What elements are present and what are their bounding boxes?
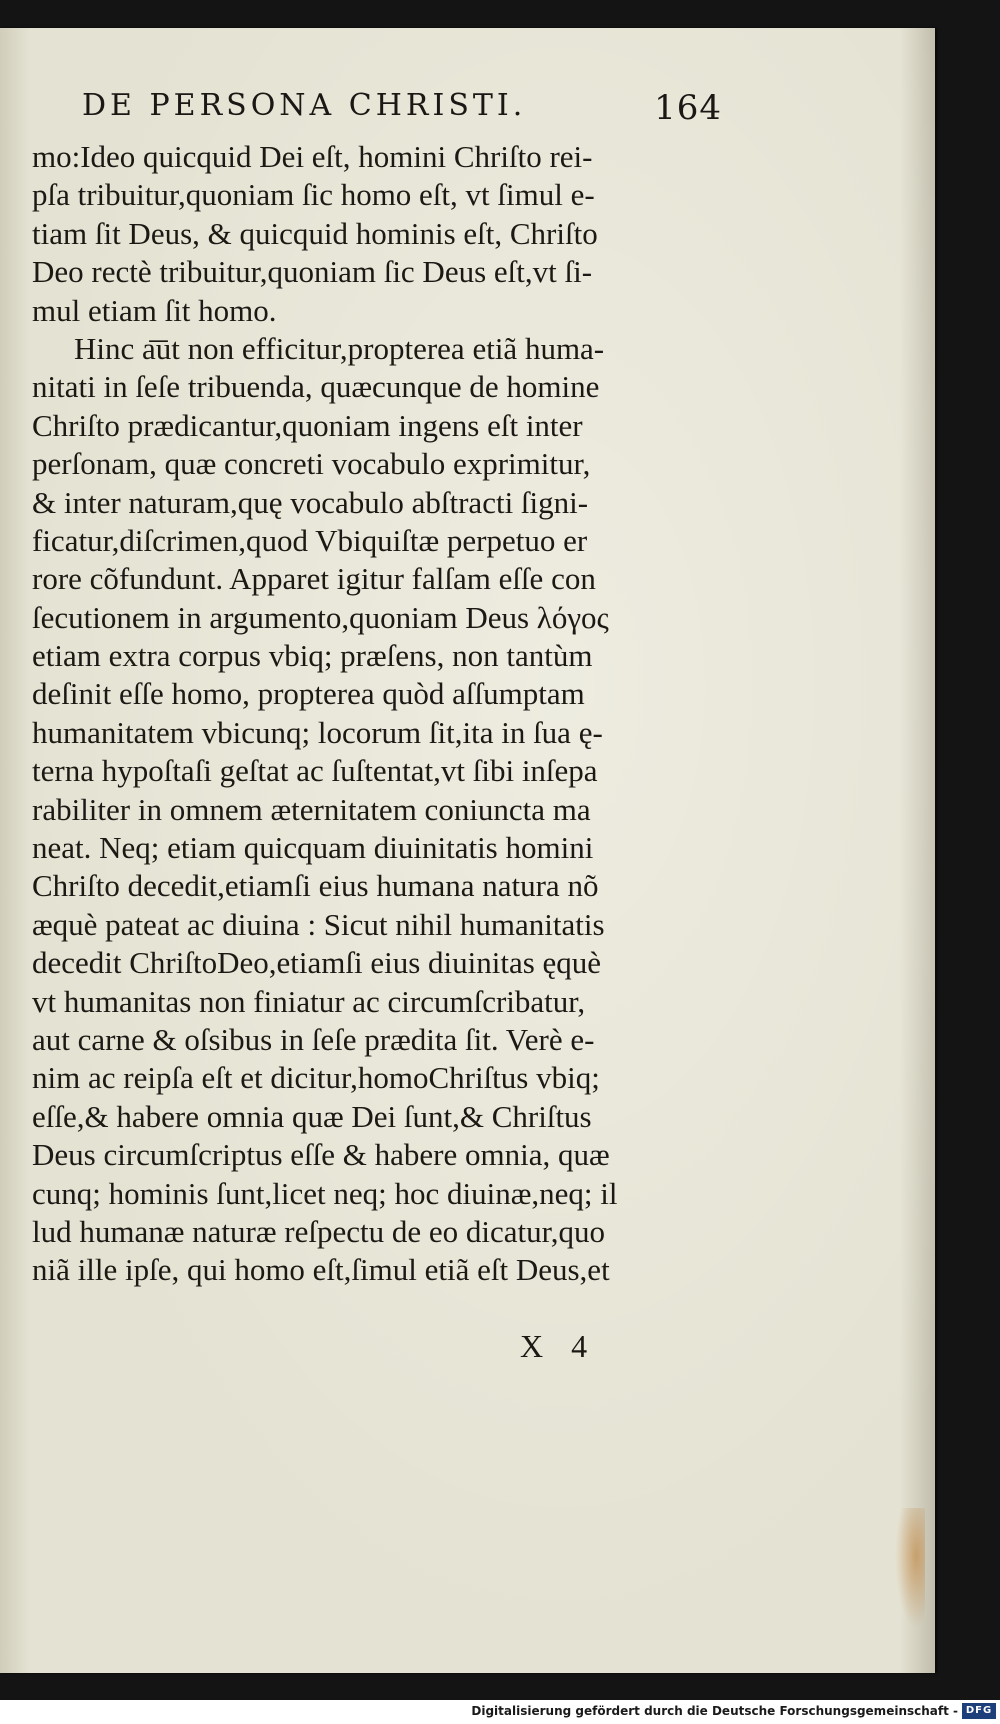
text-line: etiam extra corpus vbiq; præſens, non tantùm <box>32 638 593 674</box>
body-text <box>32 138 712 1290</box>
text-line: Deo rectè tribuitur,quoniam ſic Deus eſt,vt ſi- <box>32 254 593 290</box>
text-line: & inter naturam,quę vocabulo abſtracti ſigni- <box>32 484 589 520</box>
page-number: 164 <box>654 88 722 128</box>
text-line: nim ac reipſa eſt et dicitur,homoChriſtus vbiq; <box>32 1060 600 1096</box>
text-line: nitati in ſeſe tribuenda, quæcunque de homine <box>32 369 600 405</box>
text-line: æquè pateat ac diuina : Sicut nihil humanitatis <box>32 906 605 942</box>
text-line: neat. Neq; etiam quicquam diuinitatis homini <box>32 830 594 866</box>
funding-credit: Digitalisierung gefördert durch die Deutsche Forschungsgemeinschaft - <box>471 1704 958 1718</box>
text-line: pſa tribuitur,quoniam ſic homo eſt, vt ſimul e- <box>32 177 595 213</box>
text-line: niã ille ipſe, qui homo eſt,ſimul etiã eſt Deus,et <box>32 1252 610 1288</box>
text-line: cunq; hominis ſunt,licet neq; hoc diuinæ,neq; il <box>32 1175 618 1211</box>
text-line: tiam ſit Deus, & quicquid hominis eſt, Chriſto <box>32 215 598 251</box>
text-line: humanitatem vbicunq; locorum ſit,ita in ſua ę- <box>32 714 603 750</box>
signature-mark: X 4 <box>520 1328 598 1364</box>
text-line: rore cõfundunt. Apparet igitur falſam eſſe con <box>32 561 596 597</box>
dfg-logo: DFG <box>962 1703 996 1719</box>
text-line: mul etiam ſit homo. <box>32 292 277 328</box>
text-line: terna hypoſtaſi geſtat ac ſuſtentat,vt ſibi inſepa <box>32 753 598 789</box>
text-line: Chriſto prædicantur,quoniam ingens eſt inter <box>32 407 583 443</box>
text-line: eſſe,& habere omnia quæ Dei ſunt,& Chriſtus <box>32 1098 592 1134</box>
text-line: deſinit eſſe homo, propterea quòd aſſumptam <box>32 676 585 712</box>
text-line: rabiliter in omnem æternitatem coniuncta ma <box>32 791 591 827</box>
running-head: DE PERSONA CHRISTI. <box>82 88 527 123</box>
digitization-footer <box>0 1700 1000 1724</box>
text-line: ficatur,diſcrimen,quod Vbiquiſtæ perpetuo er <box>32 522 588 558</box>
text-line: ſecutionem in argumento,quoniam Deus λόγος <box>32 599 609 635</box>
text-line: aut carne & oſsibus in ſeſe prædita ſit. Verè e- <box>32 1021 595 1057</box>
text-line: decedit ChriſtoDeo,etiamſi eius diuinitas ęquè <box>32 945 602 981</box>
text-line: vt humanitas non finiatur ac circumſcribatur, <box>32 983 586 1019</box>
text-line: Chriſto decedit,etiamſi eius humana natura nõ <box>32 868 599 904</box>
text-line: Deus circumſcriptus eſſe & habere omnia, quæ <box>32 1137 610 1173</box>
text-line: mo:Ideo quicquid Dei eſt, homini Chriſto rei- <box>32 139 593 174</box>
paper-stain <box>895 1508 925 1628</box>
page-header <box>82 88 722 128</box>
book-page <box>0 28 935 1673</box>
text-line: Hinc a͞ut non efficitur,propterea etiã huma- <box>74 330 605 366</box>
text-line: lud humanæ naturæ reſpectu de eo dicatur,quo <box>32 1213 605 1249</box>
text-line: perſonam, quæ concreti vocabulo exprimitur, <box>32 446 591 482</box>
